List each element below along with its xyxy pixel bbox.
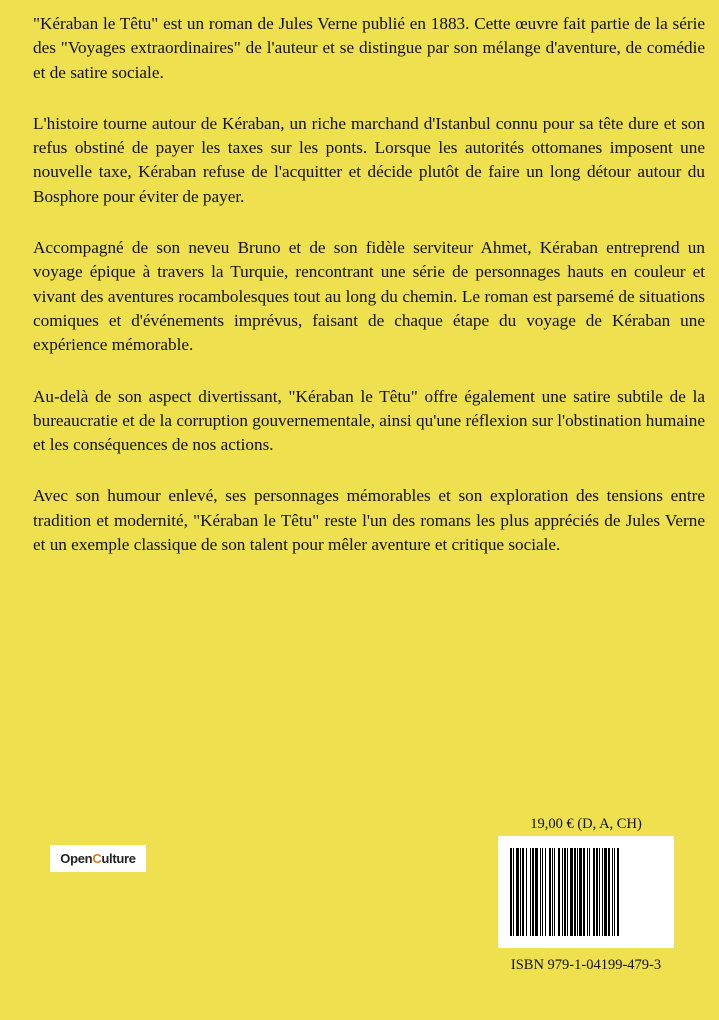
- barcode-bar: [542, 848, 543, 936]
- barcode-bar: [540, 848, 541, 936]
- back-cover-text: [33, 12, 705, 584]
- barcode-bar: [564, 848, 566, 936]
- barcode-bar: [614, 848, 615, 936]
- barcode-bar: [579, 848, 582, 936]
- barcode-bar: [604, 848, 607, 936]
- barcode-bar: [545, 848, 546, 936]
- logo-text-open: Open: [60, 851, 93, 866]
- barcode-bar: [530, 848, 531, 936]
- logo-text-c: C: [92, 851, 102, 866]
- barcode-bar: [593, 848, 595, 936]
- barcode-bar: [617, 848, 619, 936]
- barcode-bar: [526, 848, 527, 936]
- barcode-bar: [577, 848, 578, 936]
- paragraph-intro: "Kéraban le Têtu" est un roman de Jules Verne publié en 1883. Cette œuvre fait partie de la série des "Voyages extraordinaires" de l'auteur et se distingue par son mélange d'aventure, de comédie et de satire sociale.: [33, 14, 705, 82]
- barcode-bar: [562, 848, 563, 936]
- barcode-bar: [570, 848, 573, 936]
- barcode-bar: [535, 848, 538, 936]
- publisher-logo: [50, 845, 146, 872]
- barcode-bar: [513, 848, 514, 936]
- barcode-bar: [522, 848, 524, 936]
- barcode-bar: [554, 848, 555, 936]
- barcode-bar: [510, 848, 512, 936]
- barcode-bar: [608, 848, 610, 936]
- barcode-bar: [549, 848, 551, 936]
- paragraph-satire: Au-delà de son aspect divertissant, "Kéraban le Têtu" offre également une satire subtile de la bureaucratie et de la corruption gouvernementale, ainsi qu'une réflexion sur l'obstination humaine et les conséquences de nos actions.: [33, 386, 705, 455]
- barcode-bar: [516, 848, 519, 936]
- barcode-bar: [583, 848, 585, 936]
- barcode-bar: [532, 848, 534, 936]
- barcode-bar: [567, 848, 568, 936]
- paragraph-story: L'histoire tourne autour de Kéraban, un riche marchand d'Istanbul connu pour sa tête dure et son refus obstiné de payer les taxes sur les ponts. Lorsque les autorités ottomanes imposent une nouvelle taxe, Kéraban refuse de l'acquitter et décide plutôt de faire un long détour autour du Bosphore pour éviter de payer.: [33, 113, 705, 206]
- barcode-bar: [602, 848, 603, 936]
- barcode-bar: [587, 848, 588, 936]
- barcode-bar: [558, 848, 560, 936]
- barcode-bar: [599, 848, 600, 936]
- price-label: 19,00 € (D, A, CH): [530, 816, 642, 832]
- isbn-label: ISBN 979-1-04199-479-3: [510, 957, 662, 973]
- logo-text-ulture: ulture: [101, 851, 136, 866]
- barcode-bar: [589, 848, 590, 936]
- barcode-icon: [498, 836, 674, 948]
- paragraph-conclusion: Avec son humour enlevé, ses personnages mémorables et son exploration des tensions entre tradition et modernité, "Kéraban le Têtu" reste l'un des romans les plus appréciés de Jules Verne et un exemple classique de son talent pour mêler aventure et critique sociale.: [33, 486, 705, 555]
- barcode-bar: [596, 848, 598, 936]
- barcode-bars: [510, 848, 662, 936]
- barcode-bar: [520, 848, 521, 936]
- barcode-bar: [574, 848, 576, 936]
- paragraph-journey: Accompagné de son neveu Bruno et de son fidèle serviteur Ahmet, Kéraban entreprend un voyage épique à travers la Turquie, rencontrant une série de personnages hauts en couleur et vivant des aventures rocambolesques tout au long du chemin. Le roman est parsemé de situations comiques et d'événements imprévus, faisant de chaque étape du voyage de Kéraban une expérience mémorable.: [33, 238, 705, 355]
- barcode-bar: [612, 848, 613, 936]
- barcode-bar: [552, 848, 553, 936]
